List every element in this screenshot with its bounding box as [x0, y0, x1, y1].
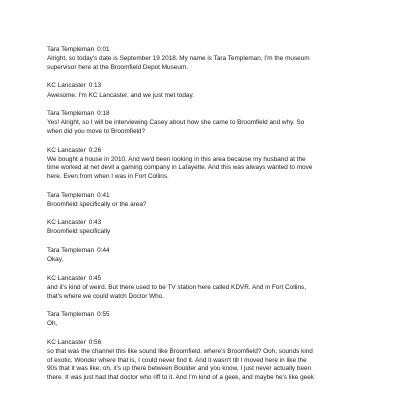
- speaker-name: Tara Templeman: [47, 311, 95, 319]
- utterance-text: [47, 256, 367, 265]
- transcript-entry: [47, 311, 367, 329]
- utterance-text: [47, 348, 367, 382]
- speaker-line: [47, 275, 367, 284]
- utterance-line: Oh,: [47, 320, 58, 328]
- utterance-line: here. Even from when I was in Fort Collins.: [47, 172, 169, 180]
- transcript-entry: [47, 192, 367, 210]
- timestamp: 0:41: [97, 191, 110, 199]
- utterance-line: Broomfield specifically or the area?: [47, 200, 147, 208]
- utterance-text: [47, 284, 367, 301]
- utterance-line: Okay,: [47, 256, 64, 264]
- utterance-line: and it's kind of weird. But there used to be TV station here called KDVR. And in Fort Collins,: [47, 284, 306, 292]
- utterance-line: so that was the channel this like sound like Broomfield. where's Broomfield? Ooh, sounds kind: [47, 348, 313, 356]
- speaker-line: [47, 311, 367, 320]
- speaker-line: [47, 192, 367, 201]
- utterance-text: [47, 92, 367, 101]
- speaker-line: [47, 147, 367, 156]
- transcript-entry: [47, 46, 367, 72]
- speaker-line: [47, 46, 367, 55]
- utterance-line: when did you move to Broomfield?: [47, 127, 146, 135]
- transcript-entry: [47, 275, 367, 301]
- speaker-line: [47, 339, 367, 348]
- speaker-name: KC Lancaster: [47, 219, 86, 227]
- timestamp: 0:43: [88, 219, 102, 227]
- transcript-entry: [47, 82, 367, 100]
- speaker-name: KC Lancaster: [47, 339, 86, 346]
- timestamp: 0:13: [88, 82, 102, 90]
- utterance-text: [47, 156, 367, 182]
- transcript-entry: [47, 147, 367, 182]
- timestamp: 0:18: [97, 110, 110, 118]
- transcript-entry: [47, 247, 367, 265]
- utterance-line: Yes! Alright, so I will be interviewing Casey about how she came to Broomfield and why. So: [47, 119, 305, 127]
- utterance-line: that's where we could watch Doctor Who.: [47, 292, 165, 300]
- speaker-name: KC Lancaster: [47, 146, 86, 154]
- transcript-entry: [47, 110, 367, 136]
- speaker-name: Tara Templeman: [47, 110, 95, 118]
- speaker-name: Tara Templeman: [47, 191, 95, 199]
- utterance-line: supervisor here at the Broomfield Depot Museum.: [47, 63, 189, 71]
- transcript-entry: [47, 219, 367, 237]
- transcript-entry: [47, 339, 367, 383]
- utterance-line: of exotic. Wonder where that is, I could never find it. And it wasn't till I moved here in like the: [47, 356, 307, 364]
- utterance-text: [47, 119, 367, 136]
- speaker-line: [47, 247, 367, 256]
- timestamp: 0:01: [97, 46, 110, 53]
- transcript: [47, 46, 367, 393]
- utterance-line: time worked at net devil a gaming company in Lafayette. And this was always wanted to move: [47, 164, 313, 172]
- timestamp: 0:56: [88, 339, 102, 346]
- timestamp: 0:45: [88, 274, 102, 282]
- speaker-line: [47, 82, 367, 91]
- timestamp: 0:55: [97, 311, 110, 319]
- utterance-line: Broomfield specifically: [47, 228, 111, 236]
- speaker-name: KC Lancaster: [47, 82, 86, 90]
- utterance-line: We bought a house in 2010. And we'd been looking in this area because my husband at the: [47, 155, 306, 163]
- utterance-line: there. It was just had that doctor who riff to it. And I'm kind of a geek, and maybe he's like geek: [47, 373, 314, 381]
- speaker-line: [47, 219, 367, 228]
- utterance-text: [47, 228, 367, 237]
- utterance-text: [47, 55, 367, 72]
- timestamp: 0:26: [88, 146, 102, 154]
- timestamp: 0:44: [97, 247, 110, 255]
- utterance-text: [47, 320, 367, 329]
- speaker-line: [47, 110, 367, 119]
- utterance-line: 90s that it was like, oh, it's up there between Boulder and you know, I just never actually been: [47, 365, 312, 373]
- utterance-line: Alright, so today's date is September 19 2018. My name is Tara Templeman, I'm the museum: [47, 55, 310, 63]
- utterance-line: Awesome. I'm KC Lancaster, and we just met today.: [47, 91, 194, 99]
- speaker-name: KC Lancaster: [47, 274, 86, 282]
- utterance-text: [47, 201, 367, 210]
- speaker-name: Tara Templeman: [47, 247, 95, 255]
- speaker-name: Tara Templeman: [47, 46, 95, 53]
